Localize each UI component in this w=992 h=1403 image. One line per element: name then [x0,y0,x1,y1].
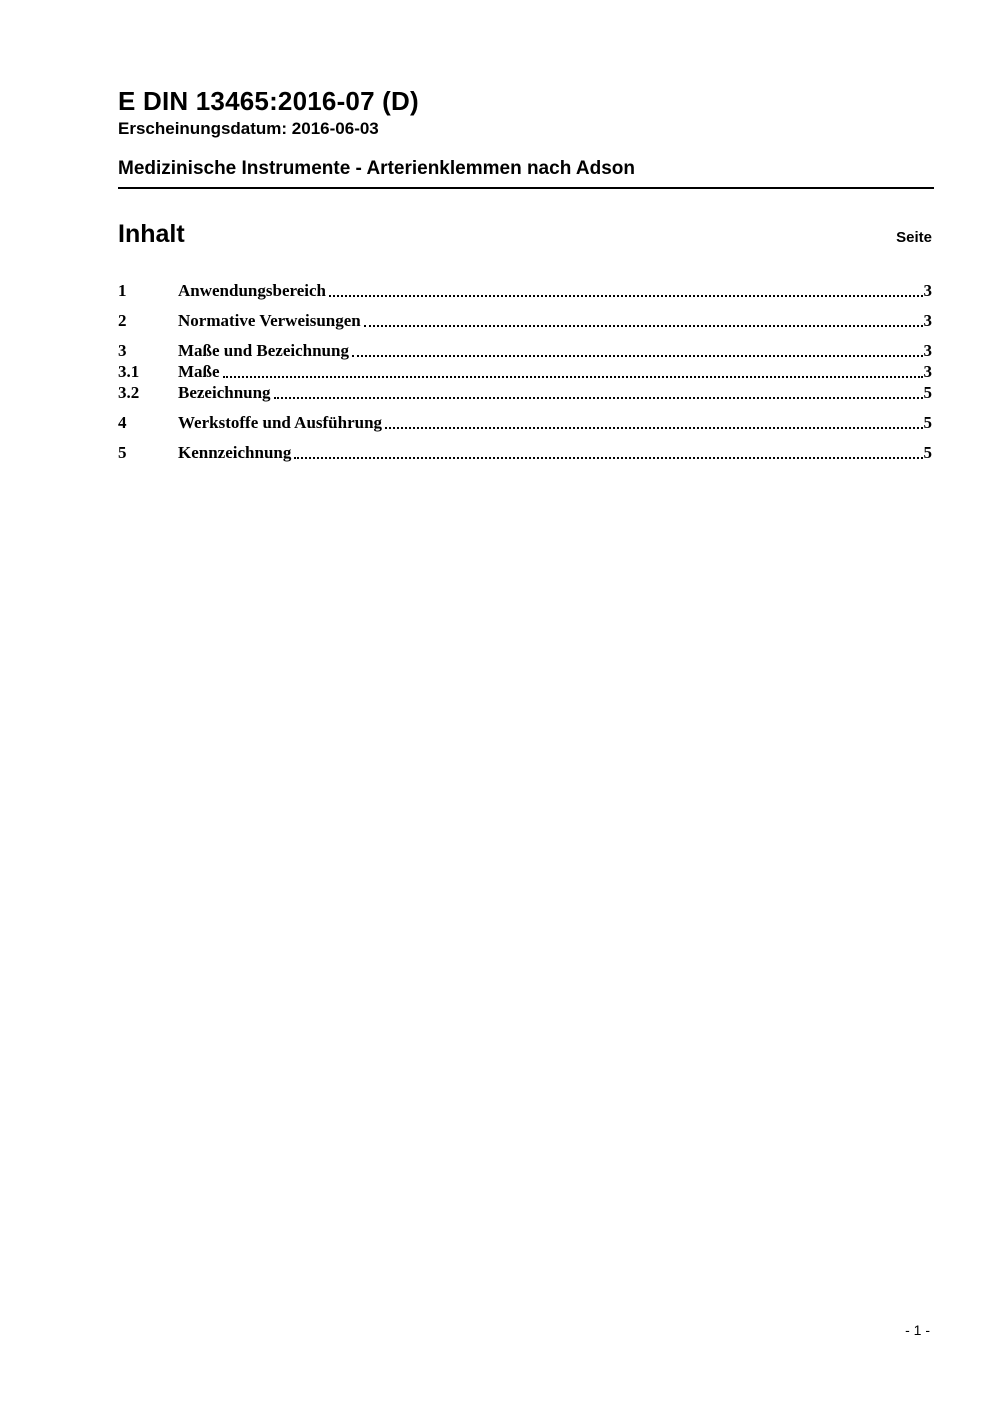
document-title: E DIN 13465:2016-07 (D) [118,86,419,116]
toc-entry-number: 2 [118,311,127,330]
toc-row [118,280,932,301]
toc-heading: Inhalt [118,220,185,248]
toc-dot-leader [223,376,923,378]
toc-row [118,340,932,361]
toc-dot-leader [385,427,922,429]
subtitle-rule [118,158,934,189]
toc-entries [118,280,932,463]
toc-entry-title: Bezeichnung [178,383,271,402]
toc-entry-page: 5 [923,383,932,402]
table-of-contents [118,220,932,463]
toc-entry-number: 3.2 [118,383,140,402]
toc-entry-number: 4 [118,413,127,432]
toc-dot-leader [294,457,922,459]
document-subtitle: Medizinische Instrumente - Arterienklemmen nach Adson [118,158,635,180]
toc-entry-page: 5 [923,413,932,432]
toc-entry-page: 3 [923,311,932,330]
page-number: - 1 - [905,1322,930,1338]
toc-entry-title: Normative Verweisungen [178,311,361,330]
toc-dot-leader [274,397,923,399]
toc-dot-leader [364,325,923,327]
toc-entry-page: 5 [923,443,932,462]
release-date-line: Erscheinungsdatum: 2016-06-03 [118,119,379,139]
toc-row [118,310,932,331]
toc-entry-number: 1 [118,281,127,300]
document-header [118,86,934,189]
toc-dot-leader [329,295,923,297]
toc-entry-title: Anwendungsbereich [178,281,326,300]
page-footer [905,1322,930,1338]
toc-entry-title: Kennzeichnung [178,443,292,462]
toc-row [118,412,932,433]
toc-row [118,382,932,403]
page-column-label: Seite [896,229,932,246]
toc-entry-title: Werkstoffe und Ausführung [178,413,383,432]
toc-entry-title: Maße [178,362,220,381]
toc-row [118,361,932,382]
toc-entry-page: 3 [923,281,932,300]
toc-entry-page: 3 [923,341,932,360]
toc-header [118,220,932,249]
toc-entry-title: Maße und Bezeichnung [178,341,349,360]
toc-entry-page: 3 [923,362,932,381]
toc-entry-number: 5 [118,443,127,462]
toc-entry-number: 3 [118,341,127,360]
toc-entry-number: 3.1 [118,362,140,381]
toc-dot-leader [352,355,923,357]
toc-row [118,442,932,463]
